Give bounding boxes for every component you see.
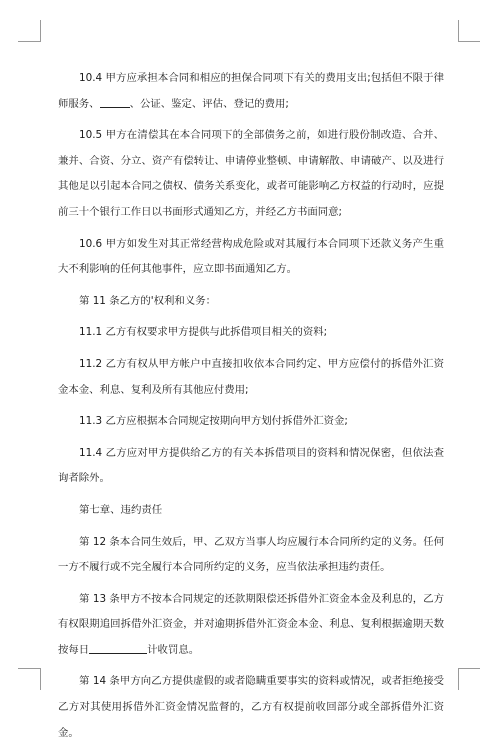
paragraph-text: 、公证、鉴定、评估、登记的费用; xyxy=(129,97,289,110)
paragraph: 11.3 乙方应根据本合同规定按期向甲方划付拆借外汇资金; xyxy=(79,415,348,428)
fill-in-blank xyxy=(89,643,147,654)
section-heading: 第 11 条乙方的'权利和义务： xyxy=(79,294,216,307)
crop-mark-bottom-right xyxy=(458,668,459,690)
fill-in-blank xyxy=(100,97,130,108)
document-body xyxy=(58,66,444,752)
paragraph: 11.4 乙方应对甲方提供给乙方的有关本拆借项目的资料和情况保密，但依法查询者除外。 xyxy=(58,446,444,485)
crop-mark-bottom-left xyxy=(40,668,41,690)
paragraph: 11.1 乙方有权要求甲方提供与此拆借项目相关的资料; xyxy=(79,326,328,339)
paragraph: 第 14 条甲方向乙方提供虚假的或者隐瞒重要事实的资料或情况，或者拒绝接受乙方对其使用拆借外汇资金情况监督的，乙方有权提前收回部分或全部拆借外汇资金。 xyxy=(58,675,444,739)
paragraph-text: 第 13 条甲方不按本合同规定的还款期限偿还拆借外汇资金本金及利息的，乙方有权限期追回拆借外汇资金，并对逾期拆借外汇资金本金、利息、复利根据逾期天数按每日 xyxy=(58,592,444,656)
crop-mark-top-right xyxy=(458,20,459,42)
paragraph: 10.6 甲方如发生对其正常经营构成危险或对其履行本合同项下还款义务产生重大不利影响的任何其他事件，应立即书面通知乙方。 xyxy=(58,237,444,276)
paragraph: 11.2 乙方有权从甲方帐户中直接扣收依本合同约定、甲方应偿付的拆借外汇资金本金、利息、复利及所有其他应付费用; xyxy=(58,357,444,396)
crop-mark-bottom-left xyxy=(18,668,40,669)
paragraph: 第 12 条本合同生效后，甲、乙双方当事人均应履行本合同所约定的义务。任何一方不履行或不完全履行本合同所约定的义务，应当依法承担违约责任。 xyxy=(58,535,444,574)
crop-mark-top-right xyxy=(458,41,480,42)
chapter-heading: 第七章、违约责任 xyxy=(79,503,163,516)
crop-mark-top-left xyxy=(40,20,41,42)
crop-mark-top-left xyxy=(18,41,40,42)
crop-mark-bottom-right xyxy=(458,668,480,669)
paragraph xyxy=(58,66,444,117)
paragraph-text: 10.4 甲方应承担本合同和相应的担保合同项下有关的费用支出;包括但不限于律师服务、 xyxy=(58,72,444,110)
paragraph: 10.5 甲方在清偿其在本合同项下的全部债务之前，如进行股份制改造、合并、兼并、合资、分立、资产有偿转让、申请停业整顿、申请解散、申请破产、以及进行其他足以引起本合同之债权、债务关系变化，或者可能影响乙方权益的行动时，应提前三十个银行工作日以书面形式通知乙方，并经乙方书面同意; xyxy=(58,129,444,218)
paragraph xyxy=(58,587,444,664)
paragraph-text: 计收罚息。 xyxy=(147,643,200,656)
